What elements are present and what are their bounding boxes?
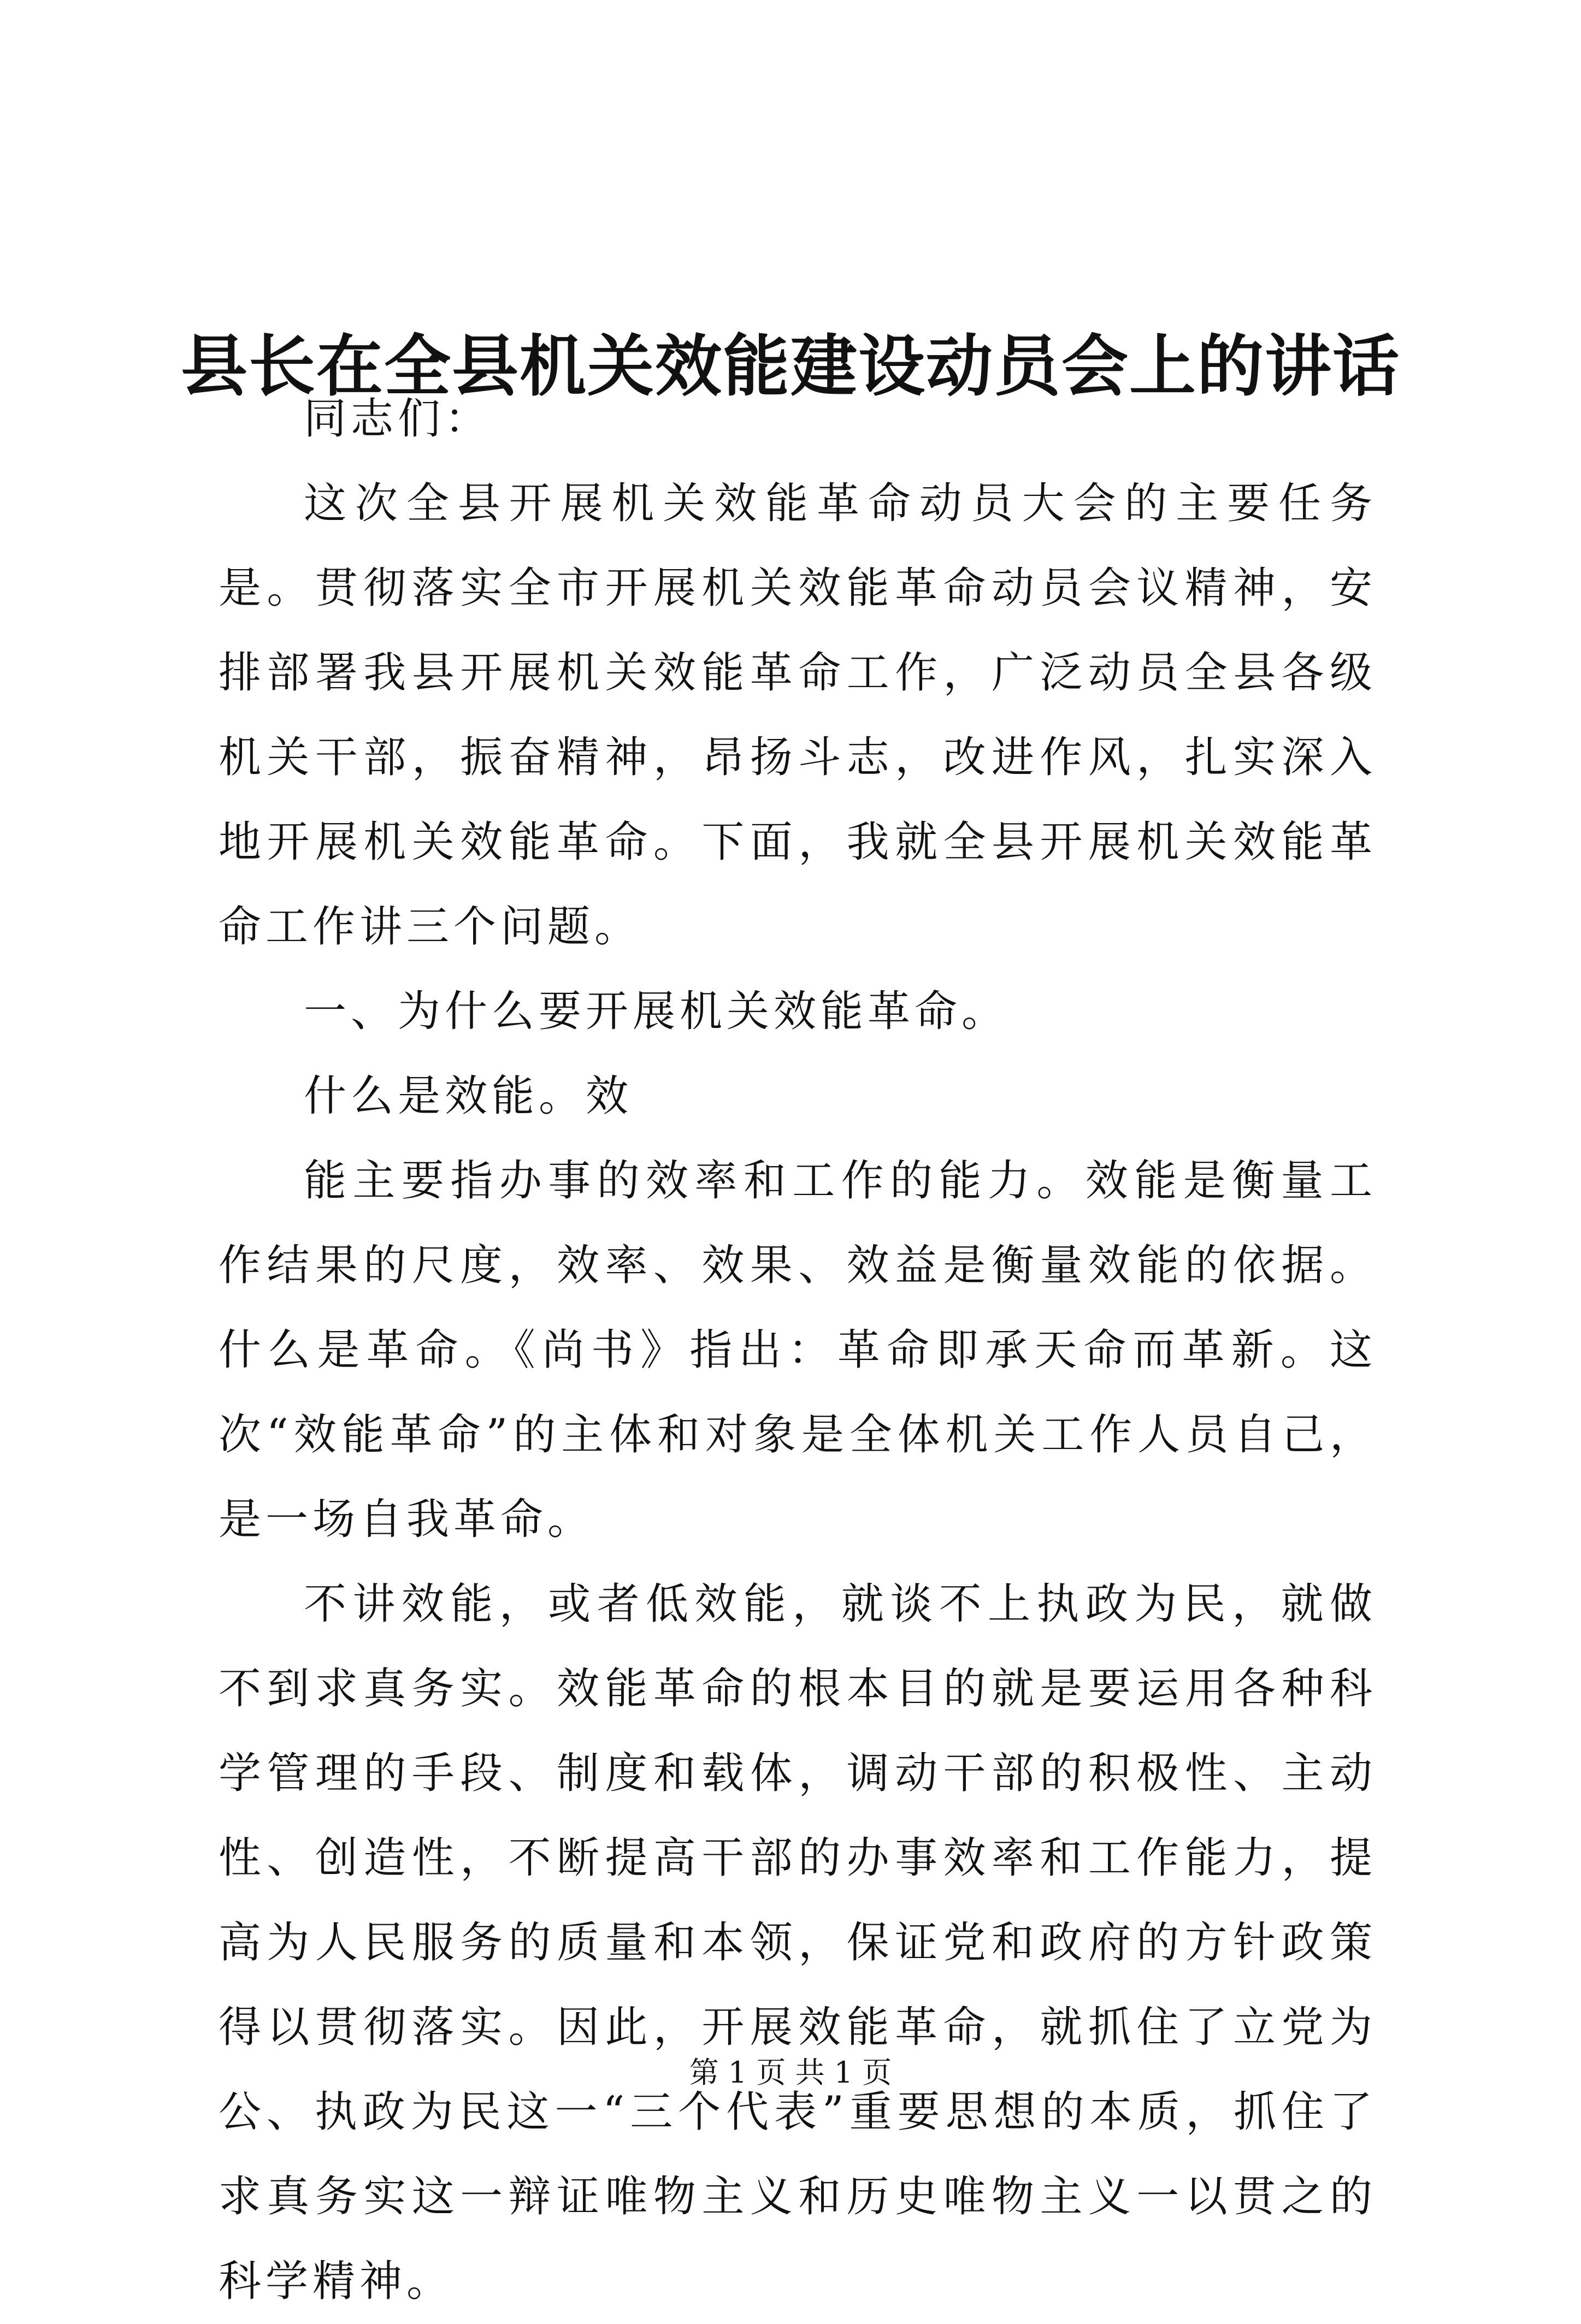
document-title: 县长在全县机关效能建设动员会上的讲话 <box>181 326 1400 405</box>
paragraph-section-heading: 一、为什么要开展机关效能革命。 <box>304 987 1009 1036</box>
document-body <box>219 377 1377 2324</box>
paragraph-purpose: 不讲效能，或者低效能，就谈不上执政为民，就做不到求真务实。效能革命的根本目的就是要运用各种科学管理的手段、制度和载体，调动干部的积极性、主动性、创造性，不断提高干部的办事效率和工作能力，提高为人民服务的质量和本领，保证党和政府的方针政策得以贯彻落实。因此，开展效能革命，就抓住了立党为公、执政为民这一“三个代表”重要思想的本质，抓住了求真务实这一辩证唯物主义和历史唯物主义一以贯之的科学精神。 <box>219 1580 1377 2306</box>
paragraph-question: 什么是效能。效 <box>304 1072 633 1121</box>
page-footer: 第 1 页 共 1 页 <box>689 2055 892 2090</box>
paragraph-definition: 能主要指办事的效率和工作的能力。效能是衡量工作结果的尺度，效率、效果、效益是衡量效能的依据。什么是革命。《尚书》指出：革命即承天命而革新。这次“效能革命”的主体和对象是全体机关工作人员自己，是一场自我革命。 <box>219 1156 1377 1544</box>
paragraph-greeting: 同志们： <box>304 394 492 443</box>
paragraph-intro: 这次全县开展机关效能革命动员大会的主要任务是。贯彻落实全市开展机关效能革命动员会议精神，安排部署我县开展机关效能革命工作，广泛动员全县各级机关干部，振奋精神，昂扬斗志，改进作风，扎实深入地开展机关效能革命。下面，我就全县开展机关效能革命工作讲三个问题。 <box>219 479 1377 951</box>
